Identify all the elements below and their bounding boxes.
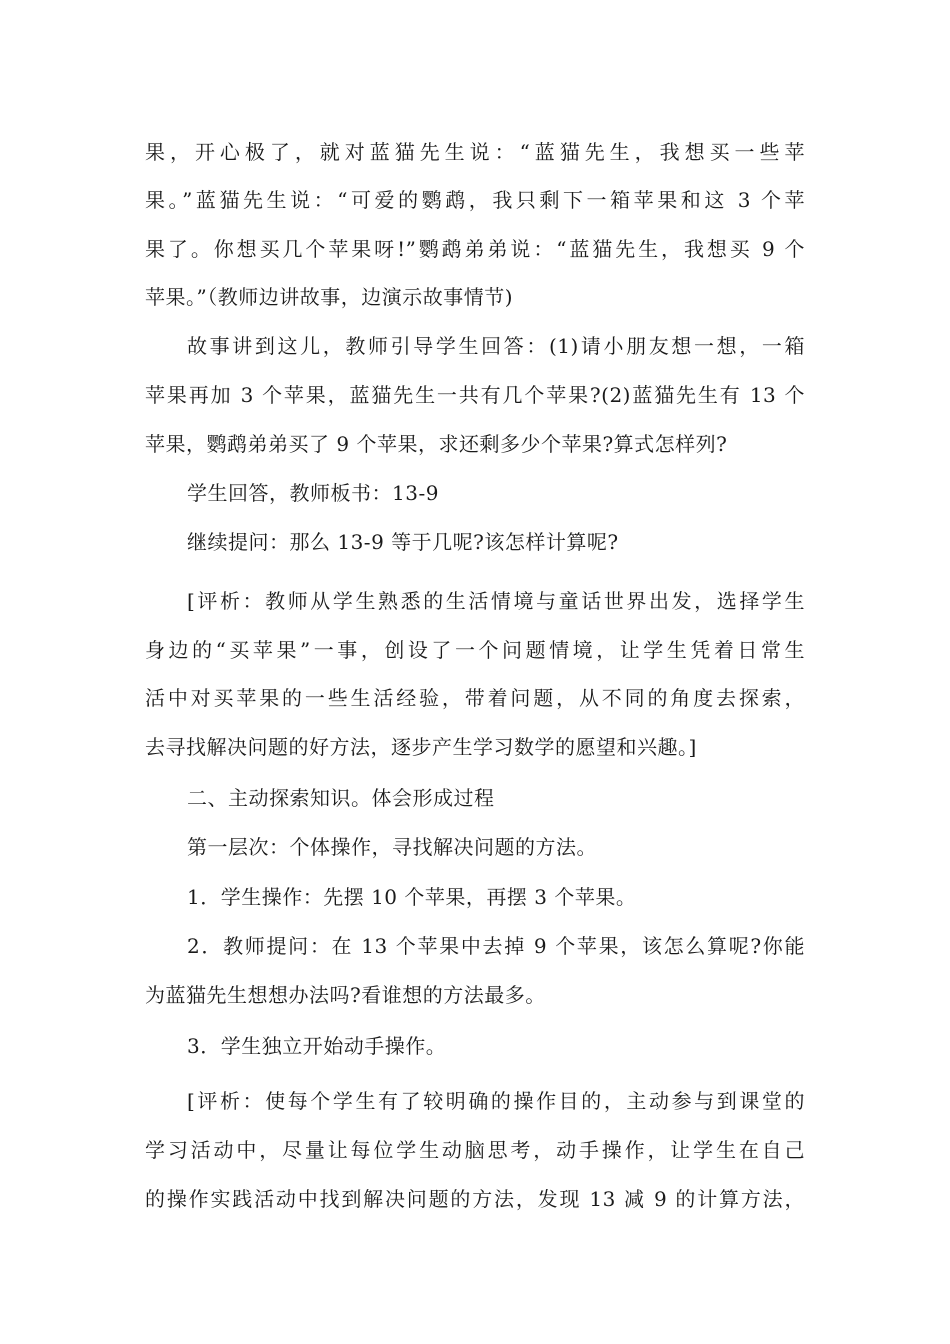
text-line: 身边的“买苹果”一事，创设了一个问题情境，让学生凭着日常生	[145, 638, 805, 662]
paragraph-first-line: 第一层次：个体操作，寻找解决问题的方法。	[187, 835, 597, 859]
paragraph-first-line: 学生回答，教师板书：13-9	[187, 481, 439, 505]
list-item: 1．学生操作：先摆 10 个苹果，再摆 3 个苹果。	[187, 885, 637, 909]
text-line: 苹果再加 3 个苹果，蓝猫先生一共有几个苹果?(2)蓝猫先生有 13 个	[145, 383, 805, 407]
paragraph-first-line: 故事讲到这儿，教师引导学生回答：(1)请小朋友想一想，一箱	[187, 334, 805, 358]
section-heading: 二、主动探索知识。体会形成过程	[187, 786, 495, 810]
paragraph-first-line: 继续提问：那么 13-9 等于几呢?该怎样计算呢?	[187, 530, 619, 554]
text-line: 果。”蓝猫先生说：“可爱的鹦鹉，我只剩下一箱苹果和这 3 个苹	[145, 188, 805, 212]
text-line: 学习活动中，尽量让每位学生动脑思考，动手操作，让学生在自己	[145, 1138, 805, 1162]
text-line: 果，开心极了，就对蓝猫先生说：“蓝猫先生，我想买一些苹	[145, 140, 805, 164]
text-line: 为蓝猫先生想想办法吗?看谁想的方法最多。	[145, 983, 546, 1007]
text-line: 去寻找解决问题的好方法，逐步产生学习数学的愿望和兴趣。]	[145, 735, 697, 759]
text-line: 活中对买苹果的一些生活经验，带着问题，从不同的角度去探索，	[145, 686, 805, 710]
text-line: 苹果，鹦鹉弟弟买了 9 个苹果，求还剩多少个苹果?算式怎样列?	[145, 432, 728, 456]
text-line: 的操作实践活动中找到解决问题的方法，发现 13 减 9 的计算方法，	[145, 1187, 805, 1211]
paragraph-first-line: [评析：使每个学生有了较明确的操作目的，主动参与到课堂的	[187, 1089, 805, 1113]
list-item: 3．学生独立开始动手操作。	[187, 1034, 447, 1058]
text-line: 苹果。”（教师边讲故事，边演示故事情节)	[145, 285, 514, 309]
text-line: 果了。你想买几个苹果呀!”鹦鹉弟弟说：“蓝猫先生，我想买 9 个	[145, 237, 805, 261]
list-item: 2．教师提问：在 13 个苹果中去掉 9 个苹果，该怎么算呢?你能	[187, 934, 805, 958]
paragraph-first-line: [评析：教师从学生熟悉的生活情境与童话世界出发，选择学生	[187, 589, 805, 613]
